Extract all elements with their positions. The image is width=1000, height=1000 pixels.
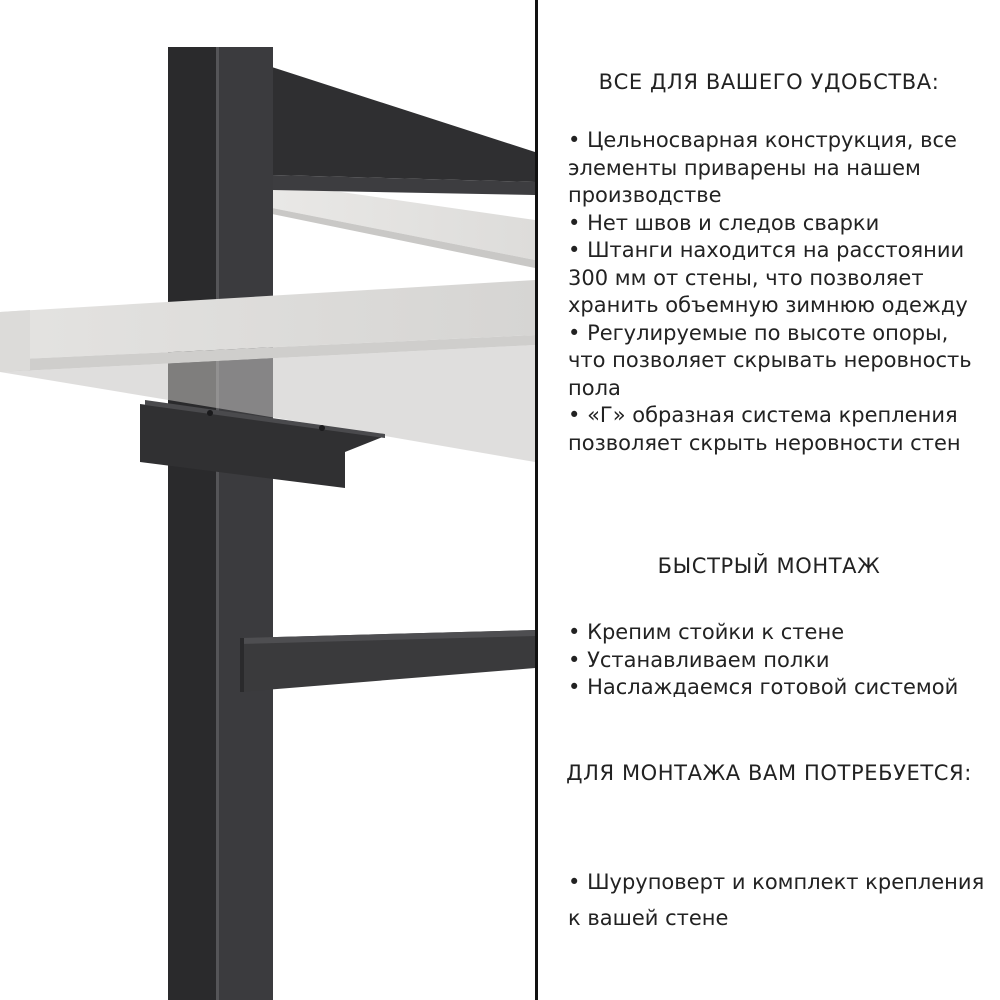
list-item: • Цельносварная конструкция, все элементы приварены на нашем производстве bbox=[568, 127, 988, 210]
section-heading-convenience: ВСЕ ДЛЯ ВАШЕГО УДОБСТВА: bbox=[598, 70, 940, 94]
list-item: • Шуруповерт и комплект крепления к вашей стене bbox=[568, 864, 988, 936]
section-heading-requirements: ДЛЯ МОНТАЖА ВАМ ПОТРЕБУЕТСЯ: bbox=[566, 761, 972, 785]
list-item: • Штанги находится на расстоянии 300 мм от стены, что позволяет хранить объемную зимнюю одежду bbox=[568, 237, 988, 320]
list-item: • Крепим стойки к стене bbox=[568, 619, 988, 647]
list-item: • «Г» образная система крепления позволяет скрыть неровности стен bbox=[568, 402, 988, 457]
upright-post bbox=[168, 47, 218, 1000]
features-panel bbox=[538, 0, 1000, 1000]
list-item: • Наслаждаемся готовой системой bbox=[568, 674, 988, 702]
list-item: • Устанавливаем полки bbox=[568, 647, 988, 675]
feature-list-convenience bbox=[568, 127, 988, 457]
feature-list-requirements bbox=[568, 864, 988, 936]
section-heading-installation: БЫСТРЫЙ МОНТАЖ bbox=[657, 554, 881, 578]
list-item: • Регулируемые по высоте опоры, что позволяет скрывать неровность пола bbox=[568, 320, 988, 403]
feature-list-installation bbox=[568, 619, 988, 702]
list-item: • Нет швов и следов сварки bbox=[568, 210, 988, 238]
